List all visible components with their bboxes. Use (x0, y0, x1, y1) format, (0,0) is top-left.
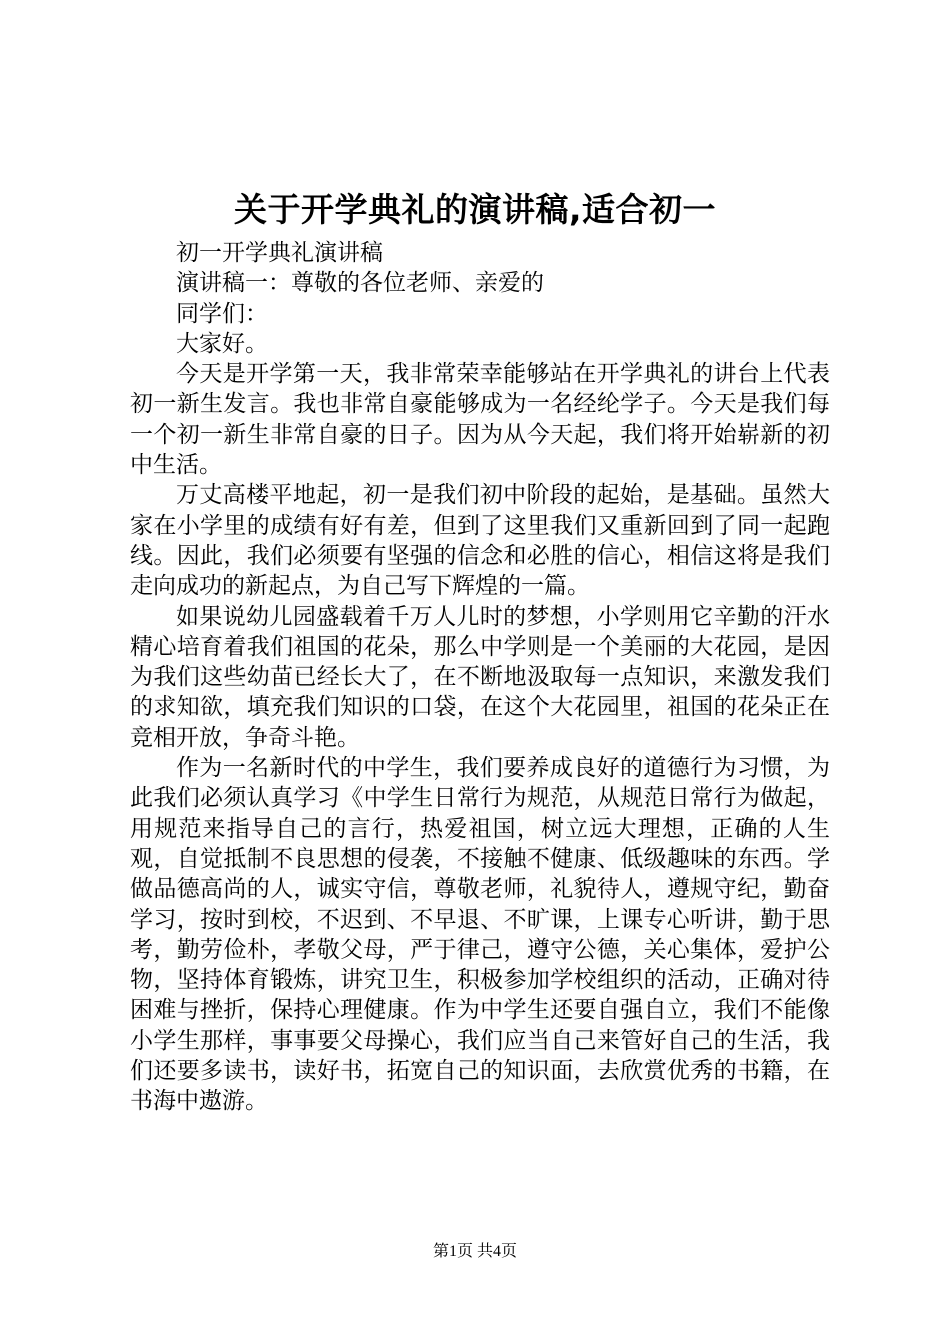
paragraph-body: 万丈高楼平地起，初一是我们初中阶段的起始，是基础。虽然大家在小学里的成绩有好有差，但到了这里我们又重新回到了同一起跑线。因此，我们必须要有坚强的信念和必胜的信心，相信这将是我们走向成功的新起点，为自己写下辉煌的一篇。 (130, 482, 830, 600)
document-body (130, 238, 830, 1117)
paragraph-body: 如果说幼儿园盛载着千万人儿时的梦想，小学则用它辛勤的汗水精心培育着我们祖国的花朵，那么中学则是一个美丽的大花园，是因为我们这些幼苗已经长大了，在不断地汲取每一点知识，来激发我们的求知欲，填充我们知识的口袋，在这个大花园里，祖国的花朵正在竞相开放，争奇斗艳。 (130, 603, 830, 751)
paragraph-greeting: 大家好。 (176, 330, 268, 357)
page-footer: 第1页 共4页 (432, 1243, 517, 1260)
page-title: 关于开学典礼的演讲稿,适合初一 (233, 190, 717, 229)
paragraph-body: 作为一名新时代的中学生，我们要养成良好的道德行为习惯，为此我们必须认真学习《中学生日常行为规范，从规范日常行为做起，用规范来指导自己的言行，热爱祖国，树立远大理想，正确的人生观，自觉抵制不良思想的侵袭，不接触不健康、低级趣味的东西。学做品德高尚的人，诚实守信，尊敬老师，礼貌待人，遵规守纪，勤奋学习，按时到校，不迟到、不早退、不旷课，上课专心听讲，勤于思考，勤劳俭朴，孝敬父母，严于律己，遵守公德，关心集体，爱护公物，坚持体育锻炼，讲究卫生，积极参加学校组织的活动，正确对待困难与挫折，保持心理健康。作为中学生还要自强自立，我们不能像小学生那样，事事要父母操心，我们应当自己来管好自己的生活，我们还要多读书，读好书，拓宽自己的知识面，去欣赏优秀的书籍，在书海中遨游。 (130, 755, 830, 1115)
paragraph-body: 今天是开学第一天，我非常荣幸能够站在开学典礼的讲台上代表初一新生发言。我也非常自豪能够成为一名经纶学子。今天是我们每一个初一新生非常自豪的日子。因为从今天起，我们将开始崭新的初中生活。 (130, 361, 830, 479)
paragraph-speech-heading: 演讲稿一：尊敬的各位老师、亲爱的 (176, 270, 544, 297)
paragraph-salutation: 同学们： (176, 300, 268, 327)
paragraph-subtitle: 初一开学典礼演讲稿 (176, 240, 383, 266)
